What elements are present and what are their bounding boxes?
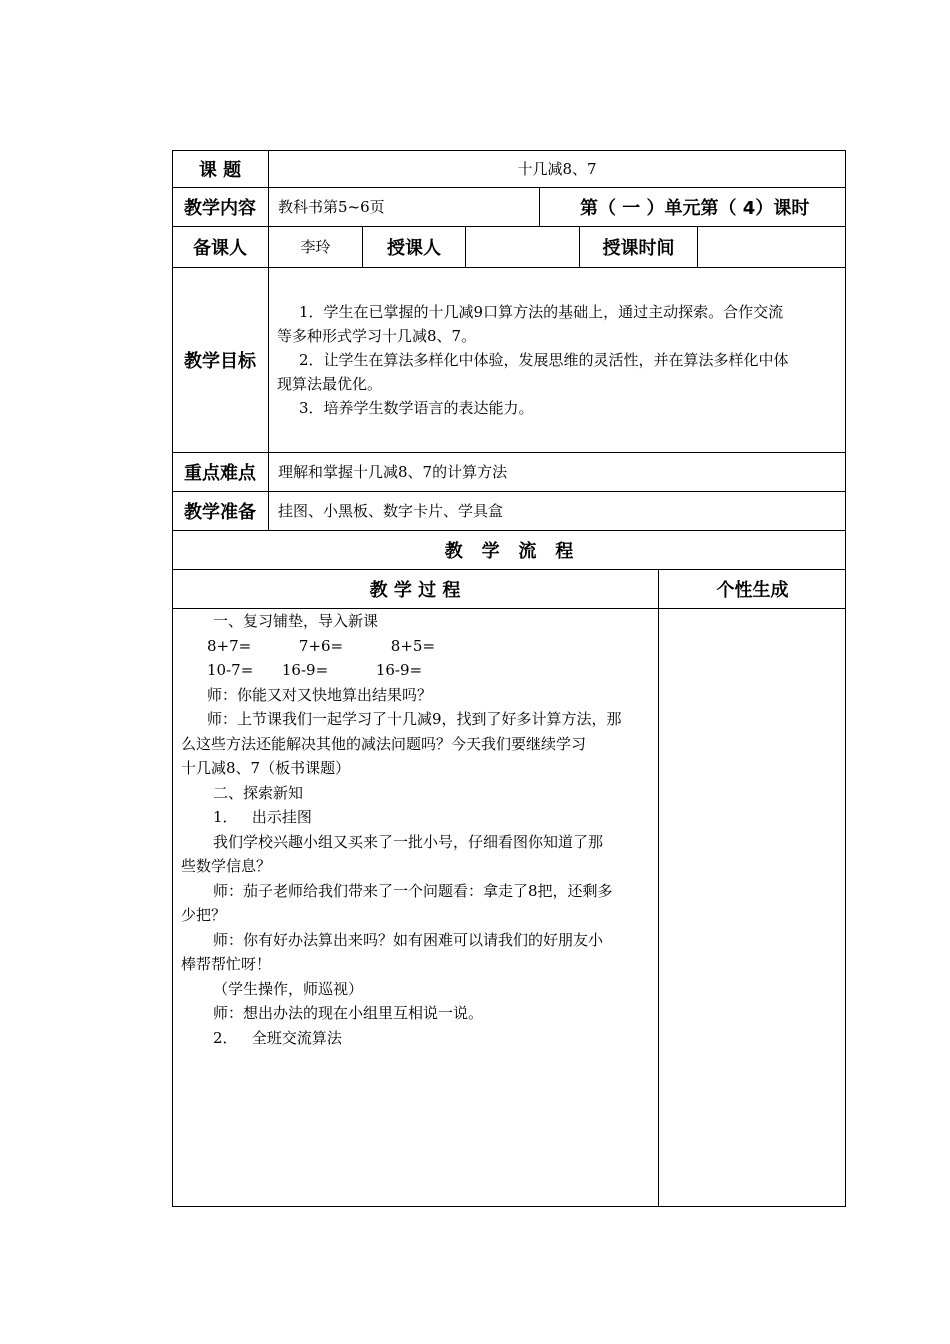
objectives-label: 教学目标 [184, 350, 256, 372]
process-content [181, 609, 651, 1050]
process-line: 10-7= 16-9= 16-9= [207, 661, 423, 679]
process-line: 我们学校兴趣小组又买来了一批小号，仔细看图你知道了那 [213, 832, 604, 851]
label-column-divider [268, 150, 269, 530]
content-label: 教学内容 [184, 197, 256, 219]
process-line: 十几减8、7（板书课题） [181, 759, 351, 777]
objective-line: 3．培养学生数学语言的表达能力。 [299, 399, 534, 417]
process-line: 棒帮帮忙呀！ [181, 955, 272, 973]
objective-line: 2．让学生在算法多样化中体验，发展思维的灵活性，并在算法多样化中体 [299, 351, 789, 369]
preparation-value: 挂图、小黑板、数字卡片、学具盒 [278, 502, 504, 520]
process-line: 师：你能又对又快地算出结果吗？ [207, 685, 433, 704]
process-header: 教 学 过 程 [369, 579, 461, 601]
topic-value: 十几减8、7 [517, 160, 597, 178]
process-column-divider [658, 569, 659, 1207]
lesson-plan-table [172, 150, 846, 1207]
teacher-value [466, 226, 579, 267]
objective-line: 等多种形式学习十几减8、7。 [277, 327, 477, 345]
content-value: 教科书第5~6页 [278, 198, 385, 216]
process-line: （学生操作，师巡视） [213, 979, 364, 998]
process-line: 师：想出办法的现在小组里互相说一说。 [213, 1004, 484, 1022]
topic-label: 课 题 [198, 159, 242, 181]
process-line: 少把？ [181, 906, 227, 924]
time-value [698, 226, 845, 267]
teacher-label: 授课人 [387, 237, 441, 259]
process-line: 二、探索新知 [213, 783, 304, 802]
preparer-value: 李玲 [300, 238, 331, 256]
key-points-label: 重点难点 [184, 462, 256, 484]
objective-line: 1．学生在已掌握的十几减9口算方法的基础上，通过主动探索。合作交流 [299, 303, 784, 321]
objective-line: 现算法最优化。 [277, 375, 383, 393]
process-line: 8+7= 7+6= 8+5= [207, 636, 436, 655]
preparation-label: 教学准备 [184, 501, 256, 523]
time-label: 授课时间 [602, 237, 675, 259]
process-line: 些数学信息？ [181, 857, 272, 875]
objectives-text [277, 300, 842, 420]
process-line: 师：上节课我们一起学习了十几减9，找到了好多计算方法，那 [207, 710, 622, 728]
process-line: 1． 出示挂图 [213, 808, 312, 826]
process-line: 么这些方法还能解决其他的减法问题吗？今天我们要继续学习 [181, 734, 587, 753]
table-border-right [845, 150, 846, 1207]
process-line: 2． 全班交流算法 [213, 1028, 342, 1047]
personal-header: 个性生成 [716, 579, 789, 601]
row-divider [172, 267, 846, 268]
table-border-bottom [172, 1206, 846, 1207]
process-line: 师：你有好办法算出来吗？如有困难可以请我们的好朋友小 [213, 930, 604, 949]
flow-title: 教 学 流 程 [444, 540, 574, 562]
key-points-value: 理解和掌握十几减8、7的计算方法 [278, 463, 508, 481]
preparer-label: 备课人 [193, 237, 247, 259]
process-line: 一、复习铺垫，导入新课 [213, 612, 379, 630]
process-line: 师：茄子老师给我们带来了一个问题看：拿走了8把，还剩多 [213, 881, 613, 900]
unit-lesson-value: 第（ 一 ）单元第（ 4）课时 [580, 197, 810, 219]
